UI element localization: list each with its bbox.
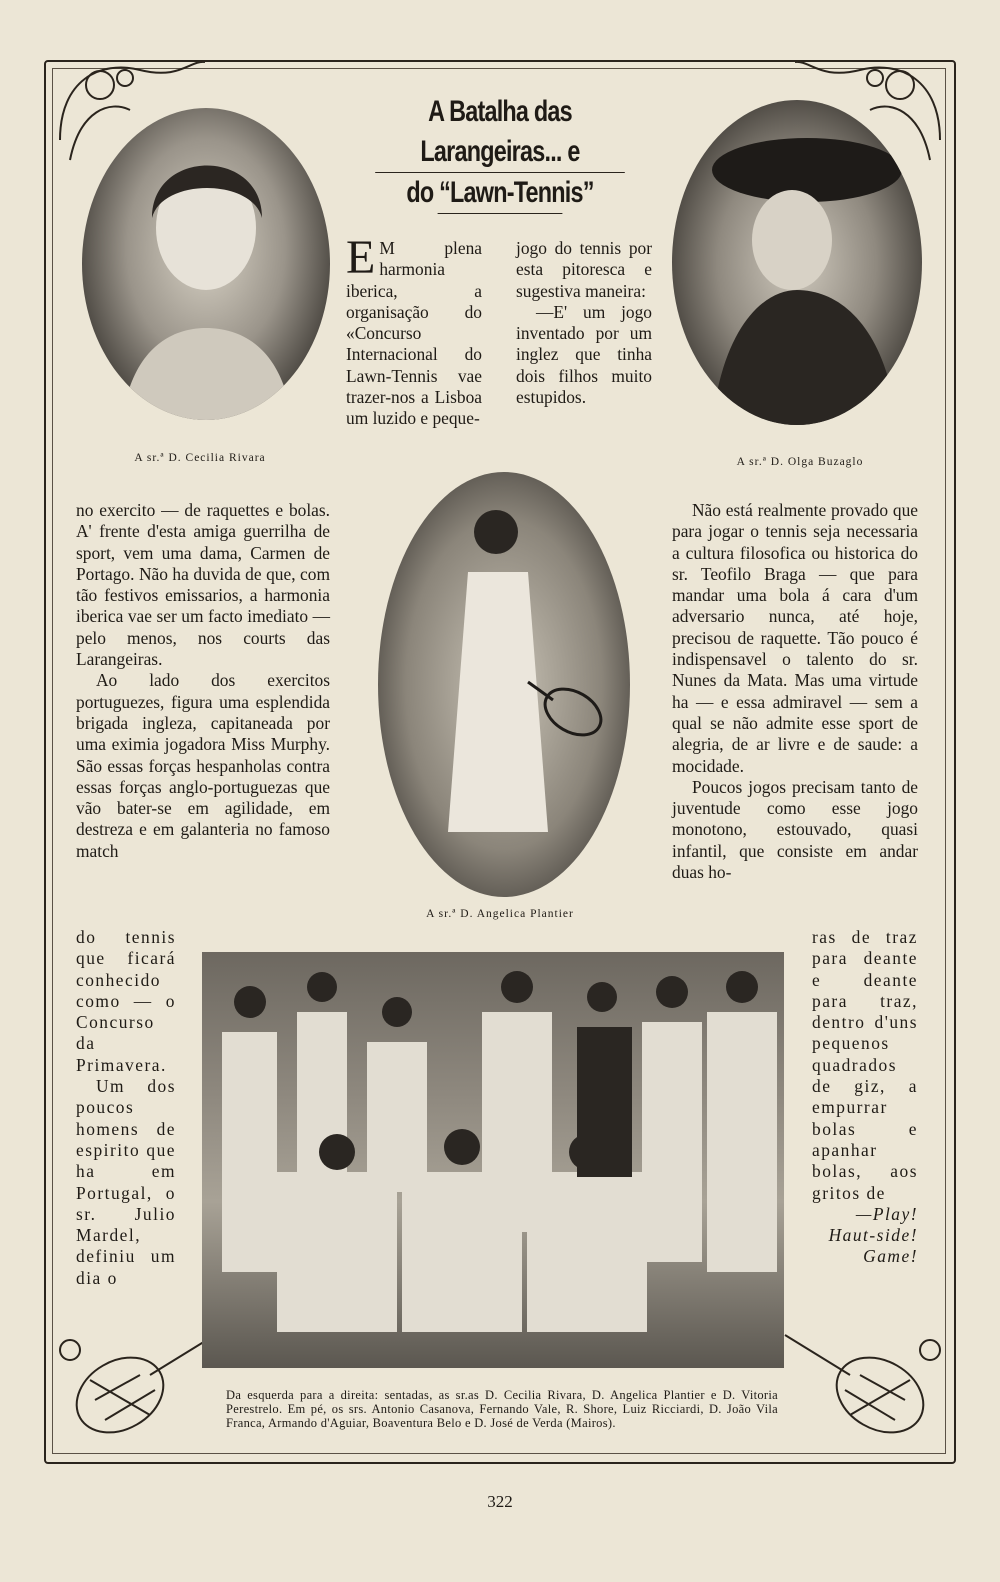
caption-top-left: A sr.ª D. Cecilia Rivara	[134, 452, 266, 464]
title-line-2: do “Lawn-Tennis”	[406, 176, 594, 209]
caption-top-right: A sr.ª D. Olga Buzaglo	[736, 456, 864, 468]
title-rule-2	[438, 213, 563, 214]
right-narrow-column	[812, 927, 918, 1268]
right-shout: —Play! Haut-side! Game!	[828, 1203, 918, 1267]
left-paragraph-2: Ao lado dos exercitos portuguezes, figura uma esplendida brigada ingleza, capitaneada por uma eximia jogadora Miss Murphy. São essas forças hespanholas contra essas forças anglo-portuguezas que vão bater-se em agilidade, em destreza e em galanteria no famoso match	[76, 670, 330, 861]
left-paragraph-2-continued: do tennis que ficará conhecido como — o Concurso da Primavera.	[76, 927, 176, 1075]
left-narrow-column	[76, 927, 176, 1289]
title-line-1: A Batalha das Larangeiras... e	[420, 95, 580, 168]
caption-bottom: Da esquerda para a direita: sentadas, as sr.as D. Cecilia Rivara, D. Angelica Plantier e D. Vitoria Perestrelo. Em pé, os srs. Antonio Casanova, Fernando Vale, R. Shore, Luiz Ricciardi, D. João Vila Franca, Armando d'Aguiar, Boaventura Belo e D. José de Verda (Mairos).	[226, 1388, 778, 1430]
photo-angelica-plantier	[378, 472, 630, 897]
right-paragraph-2-continued: ras de traz para deante e deante para traz, dentro d'uns pequenos quadrados de giz, a empurrar bolas e apanhar bolas, aos gritos de	[812, 927, 918, 1203]
caption-center: A sr.ª D. Angelica Plantier	[426, 908, 574, 920]
left-paragraph-1: no exercito — de raquettes e bolas. A' frente d'esta amiga guerrilha de sport, vem uma dama, Carmen de Portago. Não ha duvida de que, com tão festivos emissarios, a harmonia iberica vae ser um facto imediato — pelo menos, nos courts das Larangeiras.	[76, 500, 330, 670]
intro-text-b1: jogo do tennis por esta pitoresca e sugestiva maneira:	[516, 238, 652, 301]
right-paragraph-1: Não está realmente provado que para jogar o tennis seja necessaria a cultura filosofica ou historica do sr. Teofilo Braga — que para mandar uma bola á cara d'um adversario nunca, até hoje, precisou de raquette. Tão pouco é indispensavel o talento do sr. Nunes da Mata. Mas uma virtude ha — e essa admiravel — sem a qual se não admite esse sport de alegria, de ar livre e de saude: a mocidade.	[672, 500, 918, 776]
left-column	[76, 500, 330, 862]
intro-text-b2: —E' um jogo inventado por um inglez que tinha dois filhos muito estupidos.	[516, 301, 652, 408]
right-column	[672, 500, 918, 883]
tennis-player-icon	[378, 472, 630, 897]
portrait-olga-buzaglo	[672, 100, 922, 425]
page-number: 322	[487, 1492, 513, 1511]
portrait-woman-icon	[82, 108, 330, 420]
article-title	[367, 92, 632, 214]
group-photo	[202, 952, 784, 1368]
left-paragraph-3: Um dos poucos homens de espirito que ha em Portugal, o sr. Julio Mardel, definiu um dia o	[76, 1076, 176, 1288]
drop-cap: E	[346, 231, 376, 284]
racquet-ornament-right-icon	[770, 1320, 960, 1460]
portrait-woman-hat-icon	[672, 100, 922, 425]
intro-column-a	[346, 231, 482, 430]
portrait-cecilia-rivara	[82, 108, 330, 420]
right-paragraph-2: Poucos jogos precisam tanto de juventude como esse jogo monotono, estouvado, quasi infantil, que consiste em andar duas ho-	[672, 776, 918, 883]
intro-text-a: M plena harmonia iberica, a organisação do «Concurso Internacional do Lawn-Tennis vae trazer-nos a Lisboa um luzido e peque-	[346, 238, 482, 429]
intro-column-b	[516, 238, 652, 408]
tennis-group-icon	[202, 952, 784, 1368]
